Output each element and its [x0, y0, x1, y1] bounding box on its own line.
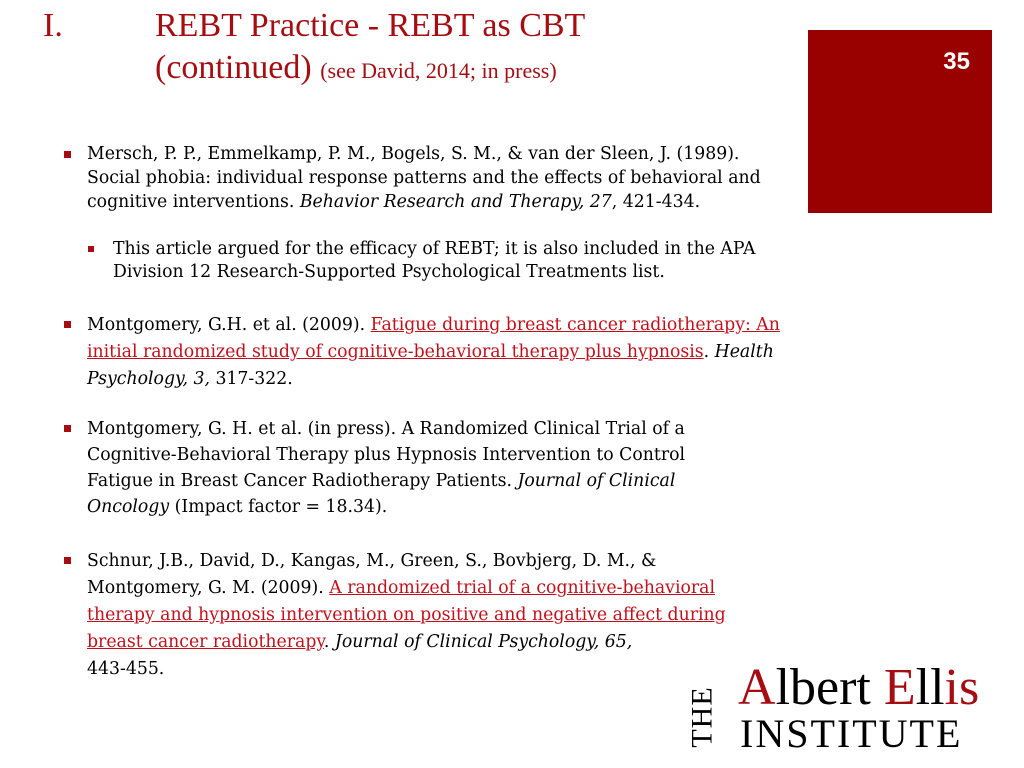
reference-journal: Behavior Research and Therapy, 27	[299, 192, 612, 212]
title-section-number: I.	[43, 7, 63, 44]
title-continued: (continued)	[155, 49, 312, 86]
reference-text: Schnur, J.B., David, D., Kangas, M., Green, S., Bovbjerg, D. M., & Montgomery, G. M. (2009).	[87, 551, 657, 598]
logo-ll: ll	[915, 659, 945, 716]
reference-journal: Journal of Clinical Psychology, 65,	[334, 632, 633, 652]
reference-separator: .	[323, 632, 335, 652]
reference-item-montgomery-2009	[87, 312, 787, 393]
reference-text: Montgomery, G.H. et al. (2009).	[87, 315, 371, 335]
reference-item-schnur	[87, 548, 777, 683]
logo-albert-ellis	[738, 660, 979, 716]
reference-pages: , 421-434.	[611, 192, 701, 212]
reference-item-montgomery-in-press	[87, 416, 737, 520]
reference-text: Montgomery, G. H. et al. (in press). A Randomized Clinical Trial of a Cognitive-Behavioral Therapy plus Hypnosis Intervention to Control Fatigue in Breast Cancer Radiotherapy Patients.	[87, 419, 686, 491]
reference-text: Mersch, P. P., Emmelkamp, P. M., Bogels, S. M., & van der Sleen, J. (1989). Social phobia: individual response patterns and the effects of behavioral and cognitive interventions.	[87, 144, 761, 212]
reference-journal: Journal of Clinical Oncology	[87, 471, 676, 517]
reference-item-mersch	[87, 142, 787, 214]
reference-note: This article argued for the efficacy of REBT; it is also included in the APA Division 12 Research-Supported Psychological Treatments list.	[113, 239, 756, 282]
reference-pages: 317-322.	[209, 369, 293, 389]
reference-pages: 443-455.	[87, 659, 165, 679]
reference-journal: Health Psychology, 3,	[87, 342, 774, 389]
logo-the	[685, 670, 730, 758]
bullet-icon	[64, 557, 71, 564]
logo-institute: INSTITUTE	[740, 711, 963, 756]
reference-separator: .	[703, 342, 715, 362]
sub-bullet-icon	[88, 246, 94, 252]
title-line-1: REBT Practice - REBT as CBT	[155, 7, 586, 44]
logo-letter-e: E	[883, 659, 916, 716]
slide-number: 35	[943, 48, 970, 75]
albert-ellis-institute-logo	[685, 659, 1020, 760]
title-citation: (see David, 2014; in press)	[320, 58, 557, 83]
bullet-icon	[64, 425, 71, 432]
reference-link[interactable]: Fatigue during breast cancer radiotherapy: An initial randomized study of cognitive-behavioral therapy plus hypnosis	[87, 315, 780, 362]
logo-letter-a: A	[738, 659, 776, 716]
logo-lbert: lbert	[775, 659, 884, 716]
logo-the-text: THE	[685, 686, 719, 748]
bullet-icon	[64, 151, 71, 158]
logo-is: is	[944, 659, 980, 716]
reference-link[interactable]: A randomized trial of a cognitive-behavioral therapy and hypnosis intervention on positive and negative affect during breast cancer radiotherapy	[87, 578, 726, 652]
reference-impact: (Impact factor = 18.34).	[169, 497, 388, 517]
bullet-icon	[64, 321, 71, 328]
